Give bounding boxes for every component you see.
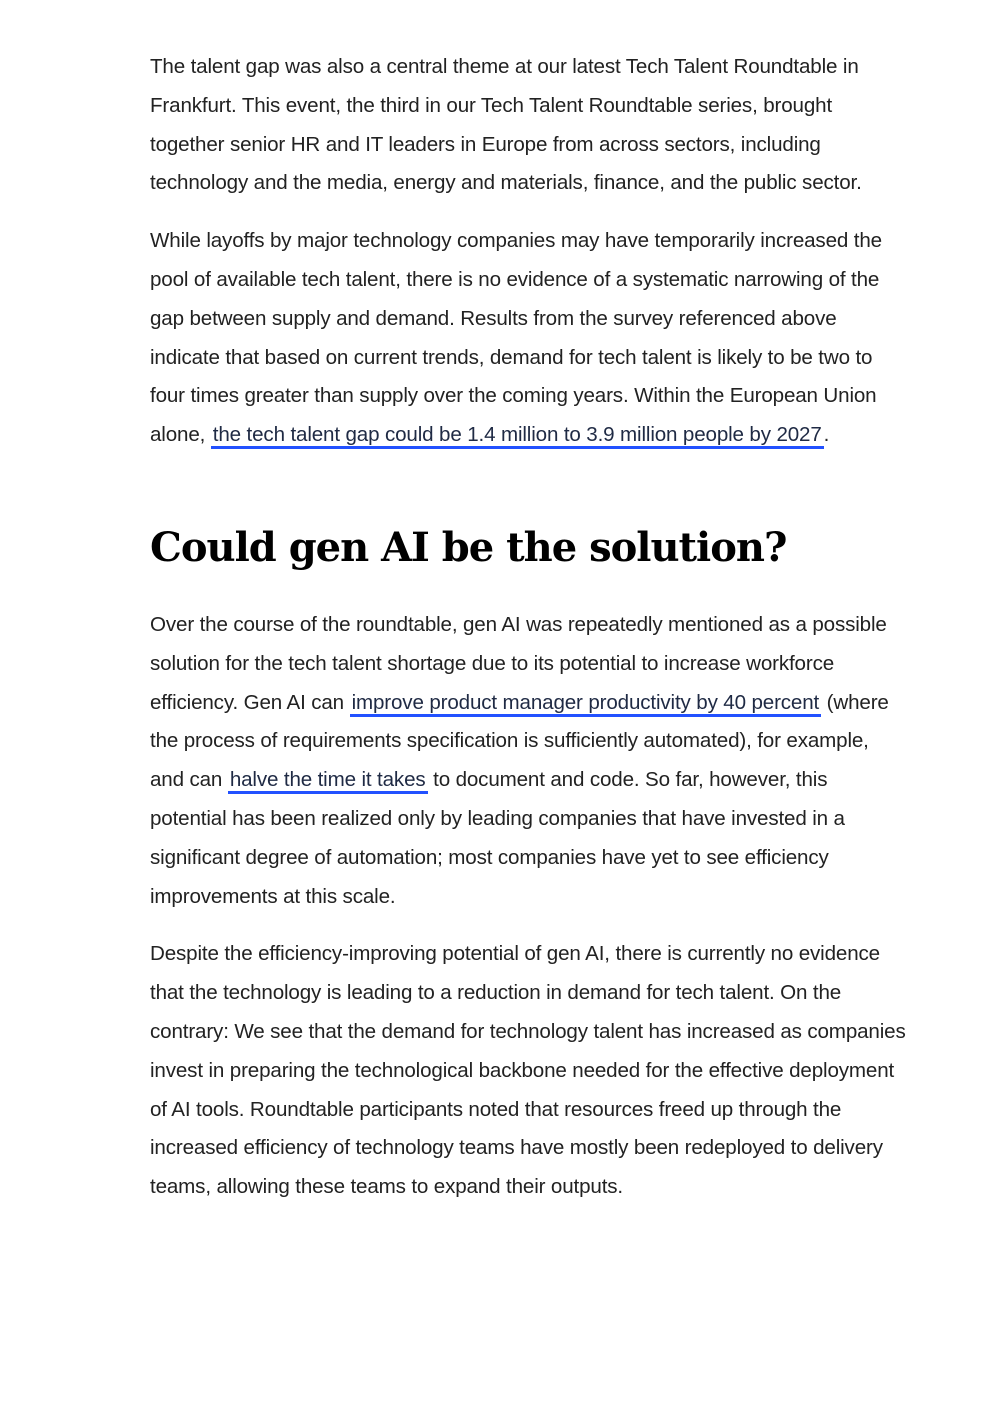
paragraph-text: (where the process of requirements specification is sufficiently automated), for example, and can [150, 690, 889, 792]
paragraph-gen-ai-efficiency [150, 606, 906, 916]
paragraph-text: While layoffs by major technology companies may have temporarily increased the pool of available tech talent, there is no evidence of a systematic narrowing of the gap between supply and demand. Results from the survey referenced above indicate that based on current trends, demand for tech talent is likely to be two to four times greater than supply over the coming years. Within the European Union alone, [150, 229, 882, 447]
paragraph-tech-talent-gap [150, 222, 906, 455]
section-heading: Could gen AI be the solution? [150, 523, 787, 571]
paragraph-text: Over the course of the roundtable, gen AI was repeatedly mentioned as a possible solution for the tech talent shortage due to its potential to increase workforce efficiency. Gen AI can [150, 612, 887, 714]
paragraph-text: to document and code. So far, however, this potential has been realized only by leading companies that have invested in a significant degree of automation; most companies have yet to see efficiency improvements at this scale. [150, 768, 845, 908]
article-body [150, 48, 906, 1226]
link-halve-the-time[interactable]: halve the time it takes [228, 768, 428, 794]
paragraph-talent-roundtable [150, 48, 906, 203]
paragraph-demand-for-talent [150, 935, 906, 1207]
link-tech-talent-gap-2027[interactable]: the tech talent gap could be 1.4 million to 3.9 million people by 2027 [211, 423, 824, 449]
paragraph-text: . [823, 423, 830, 447]
link-product-manager-productivity[interactable]: improve product manager productivity by 40 percent [350, 691, 822, 717]
paragraph-text: Despite the efficiency-improving potential of gen AI, there is currently no evidence that the technology is leading to a reduction in demand for tech talent. On the contrary: We see that the demand for technology talent has increased as companies invest in preparing the technological backbone needed for the effective deployment of AI tools. Roundtable participants noted that resources freed up through the increased efficiency of technology teams have mostly been redeployed to delivery teams, allowing these teams to expand their outputs. [150, 942, 906, 1199]
paragraph-text: The talent gap was also a central theme at our latest Tech Talent Roundtable in Frankfurt. This event, the third in our Tech Talent Roundtable series, brought together senior HR and IT leaders in Europe from across sectors, including technology and the media, energy and materials, finance, and the public sector. [150, 55, 862, 195]
